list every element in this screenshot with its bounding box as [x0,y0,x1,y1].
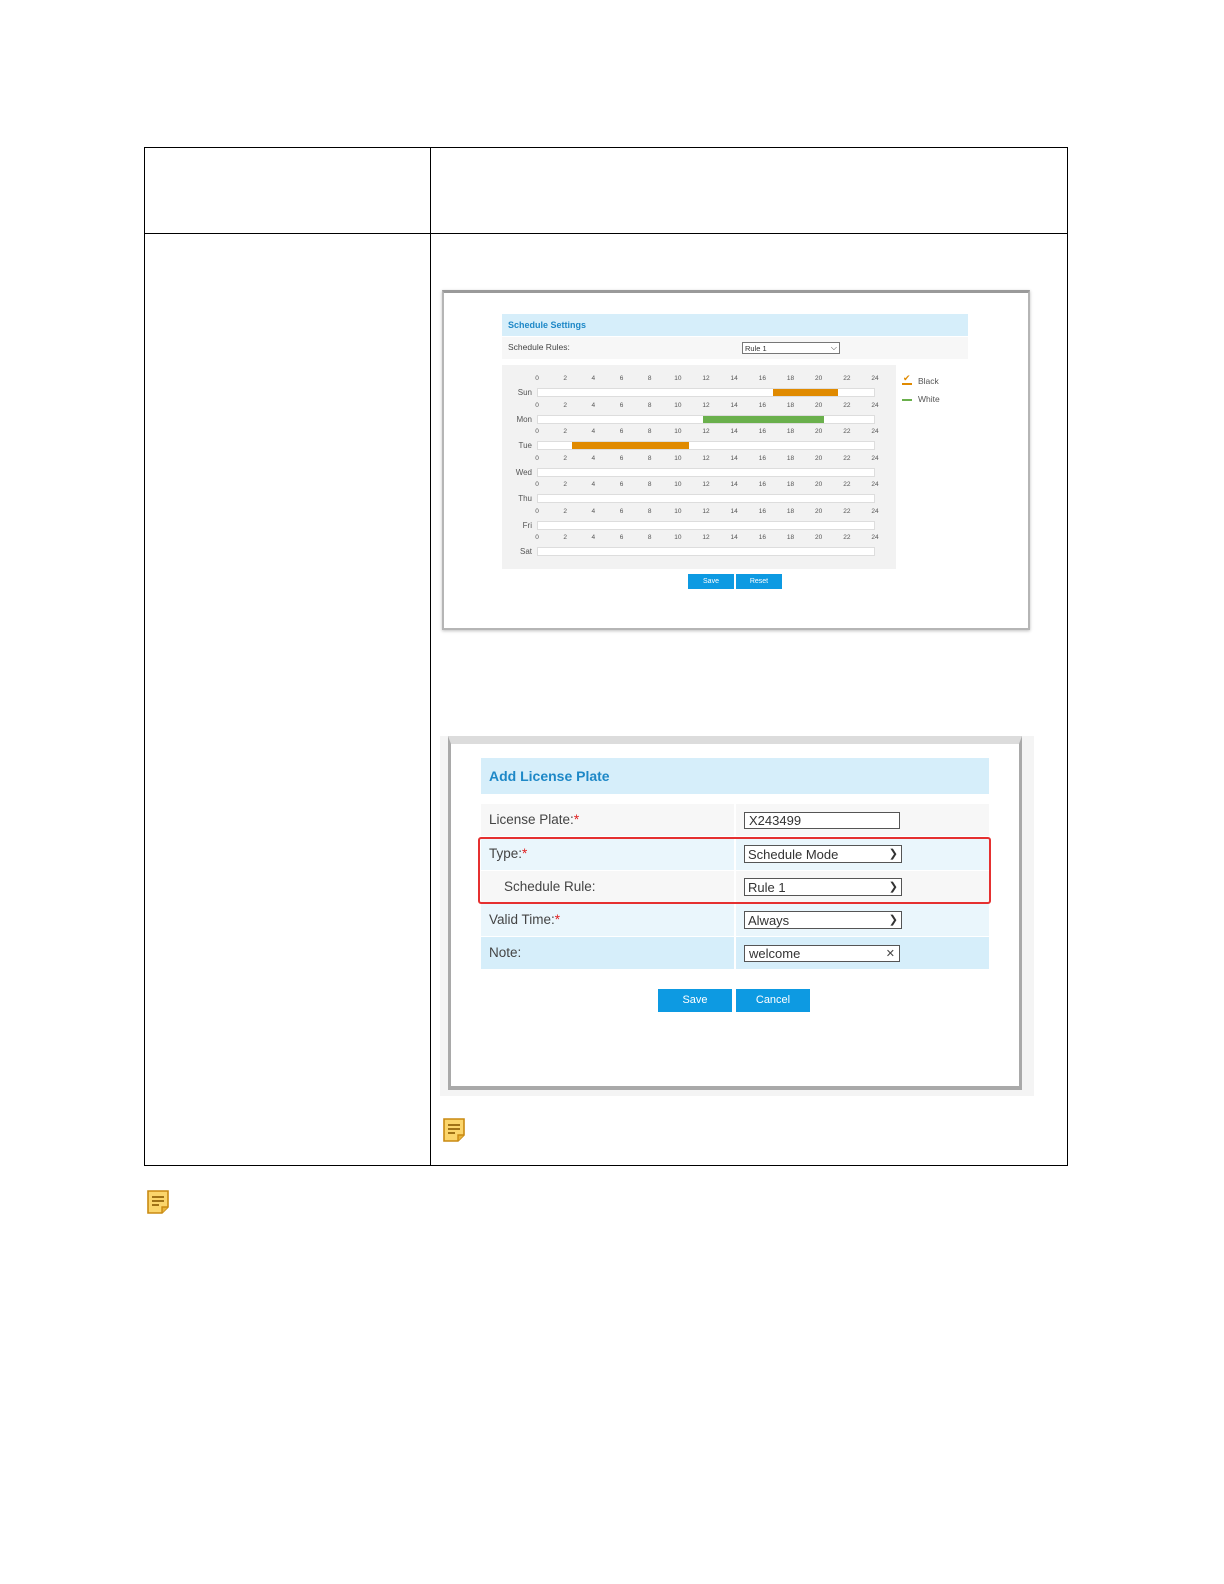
hour-ticks [535,534,879,543]
day-timeline[interactable] [537,547,875,556]
hour-tick-label: 10 [674,428,682,435]
hour-tick-label: 8 [647,507,652,515]
day-label: Sat [519,547,532,556]
add-license-plate-dialog [448,736,1022,1090]
day-label: Tue [518,441,532,450]
hour-tick-label: 24 [871,534,879,541]
hour-tick-label: 6 [619,428,624,435]
hour-tick-label: 12 [702,428,710,435]
type-label: Type:* [489,846,528,861]
schedule-day-row [502,508,896,534]
hour-tick-label: 14 [730,428,738,435]
hour-tick-label: 0 [535,454,539,462]
hour-tick-label: 4 [591,375,596,382]
hour-tick-label: 2 [563,454,567,462]
hour-ticks [535,454,879,464]
valid-time-label: Valid Time:* [489,912,561,927]
hour-tick-label: 4 [591,534,596,541]
hour-tick-label: 6 [619,375,624,382]
hour-tick-label: 14 [730,507,738,515]
hour-tick-label: 20 [815,428,823,435]
hour-tick-label: 0 [535,375,539,382]
hour-ticks [535,507,879,517]
schedule-settings-title: Schedule Settings [502,314,968,336]
hour-tick-label: 16 [758,507,766,515]
license-plate-row [481,804,989,836]
hour-ticks [535,428,879,437]
hour-tick-label: 10 [674,454,682,462]
hour-ticks [535,481,879,490]
license-plate-input[interactable]: X243499 [744,812,900,829]
license-plate-label: License Plate:* [489,812,580,827]
day-label: Fri [522,520,532,530]
hour-tick-label: 0 [535,428,539,435]
note-label: Note: [489,945,522,960]
hour-tick-label: 18 [786,401,795,409]
legend-label: White [918,394,940,404]
day-label: Mon [516,414,532,424]
hour-tick-label: 8 [647,401,652,409]
hour-tick-label: 6 [619,401,624,409]
hour-tick-label: 18 [786,428,795,435]
day-timeline[interactable] [537,521,875,530]
note-input[interactable] [744,945,900,962]
hour-tick-label: 24 [871,454,879,462]
hour-tick-label: 18 [786,507,795,515]
valid-time-value: Always [748,913,790,928]
hour-tick-label: 24 [871,401,879,409]
hour-tick-label: 2 [563,428,567,435]
add-license-plate-screenshot [440,736,1034,1096]
hour-tick-label: 16 [758,401,766,409]
hour-tick-label: 12 [702,401,710,409]
schedule-day-row [502,481,896,507]
schedule-rules-label: Schedule Rules: [508,342,570,352]
hour-tick-label: 10 [674,375,682,382]
schedule-settings-screenshot [442,290,1030,630]
hour-tick-label: 14 [730,454,738,462]
hour-tick-label: 0 [535,481,539,488]
schedule-day-row [502,534,896,560]
table-row-divider [145,233,1067,234]
hour-tick-label: 10 [674,401,682,409]
chevron-down-icon: ⌵ [830,343,837,352]
schedule-reset-button[interactable]: Reset [736,574,782,589]
hour-tick-label: 16 [758,534,766,541]
hour-tick-label: 22 [843,375,851,382]
table-column-divider [430,148,431,1165]
hour-tick-label: 22 [843,507,851,515]
hour-tick-label: 8 [647,481,652,488]
hour-tick-label: 24 [871,481,879,488]
day-timeline[interactable] [537,468,875,477]
hour-tick-label: 24 [871,507,879,515]
add-plate-save-button[interactable]: Save [658,989,732,1012]
hour-tick-label: 6 [619,454,624,462]
schedule-rule-label: Schedule Rule: [504,879,596,894]
hour-tick-label: 22 [843,428,851,435]
hour-tick-label: 10 [674,534,682,541]
hour-tick-label: 16 [758,375,766,382]
hour-tick-label: 12 [702,481,710,488]
hour-tick-label: 24 [871,375,879,382]
note-icon [442,1117,466,1143]
check-icon: ✔ [903,373,911,383]
hour-tick-label: 6 [619,481,624,488]
schedule-legend [902,375,940,411]
note-row [481,937,989,969]
chevron-down-icon: ❯ [888,914,898,926]
hour-tick-label: 6 [619,534,624,541]
hour-tick-label: 20 [815,454,823,462]
hour-tick-label: 2 [563,401,567,409]
hour-tick-label: 22 [843,481,851,488]
hour-tick-label: 14 [730,481,738,488]
legend-swatch [902,383,912,385]
hour-tick-label: 18 [786,454,795,462]
schedule-rules-row [502,337,968,359]
hour-tick-label: 4 [591,428,596,435]
hour-tick-label: 18 [786,375,795,382]
hour-tick-label: 8 [647,375,652,382]
add-license-plate-title: Add License Plate [481,758,989,794]
add-plate-cancel-button[interactable]: Cancel [736,989,810,1012]
day-timeline[interactable] [537,494,875,503]
day-timeline[interactable] [537,388,875,397]
clear-icon[interactable]: ✕ [885,948,895,960]
chevron-down-icon: ❯ [888,848,898,860]
hour-tick-label: 20 [815,507,823,515]
legend-item[interactable] [902,375,940,393]
hour-tick-label: 4 [591,507,596,515]
hour-tick-label: 4 [591,454,596,462]
hour-tick-label: 14 [730,534,738,541]
legend-item[interactable] [902,393,940,411]
hour-tick-label: 2 [563,481,567,488]
type-value: Schedule Mode [748,847,839,862]
day-timeline[interactable] [537,415,875,424]
chevron-down-icon: ❯ [888,881,898,893]
hour-tick-label: 8 [647,534,652,541]
hour-tick-label: 12 [702,534,710,541]
note-value: welcome [749,946,801,961]
day-label: Sun [517,388,532,397]
hour-tick-label: 20 [815,401,823,409]
hour-tick-label: 24 [871,428,879,435]
required-mark: * [554,912,561,927]
hour-tick-label: 2 [563,534,567,541]
schedule-day-row [502,375,896,401]
hour-tick-label: 0 [535,534,539,541]
day-timeline[interactable] [537,441,875,450]
day-label: Wed [515,467,532,477]
schedule-bar[interactable] [773,389,838,396]
hour-tick-label: 20 [815,534,823,541]
hour-tick-label: 0 [535,507,539,515]
hour-ticks [535,375,879,384]
hour-tick-label: 12 [702,507,710,515]
note-icon [146,1189,170,1215]
hour-tick-label: 4 [591,481,596,488]
schedule-grid [502,365,896,569]
hour-tick-label: 14 [730,375,738,382]
legend-swatch [902,399,912,401]
required-mark: * [573,812,580,827]
hour-tick-label: 8 [647,454,652,462]
schedule-save-button[interactable]: Save [688,574,734,589]
hour-ticks [535,401,879,411]
schedule-day-row [502,402,896,428]
hour-tick-label: 22 [843,534,851,541]
hour-tick-label: 8 [647,428,652,435]
highlight-box [478,837,991,904]
required-mark: * [522,846,528,861]
hour-tick-label: 22 [843,454,851,462]
schedule-rules-value: Rule 1 [745,344,767,353]
hour-tick-label: 6 [619,507,624,515]
schedule-day-row [502,455,896,481]
schedule-day-row [502,428,896,454]
hour-tick-label: 14 [730,401,738,409]
hour-tick-label: 10 [674,481,682,488]
schedule-bar[interactable] [703,416,824,423]
hour-tick-label: 2 [563,507,567,515]
schedule-bar[interactable] [572,442,689,449]
day-label: Thu [518,494,532,503]
hour-tick-label: 16 [758,428,766,435]
hour-tick-label: 10 [674,507,682,515]
hour-tick-label: 20 [815,375,823,382]
hour-tick-label: 18 [786,481,795,488]
hour-tick-label: 22 [843,401,851,409]
valid-time-row [481,904,989,936]
valid-time-select[interactable] [744,911,902,929]
hour-tick-label: 0 [535,401,539,409]
hour-tick-label: 2 [563,375,567,382]
hour-tick-label: 4 [591,401,596,409]
hour-tick-label: 16 [758,454,766,462]
hour-tick-label: 16 [758,481,766,488]
hour-tick-label: 12 [702,375,710,382]
hour-tick-label: 12 [702,454,710,462]
schedule-rule-value: Rule 1 [748,880,786,895]
hour-tick-label: 20 [815,481,823,488]
legend-label: Black [918,376,939,386]
hour-tick-label: 18 [786,534,795,541]
schedule-rules-select[interactable] [742,342,840,354]
